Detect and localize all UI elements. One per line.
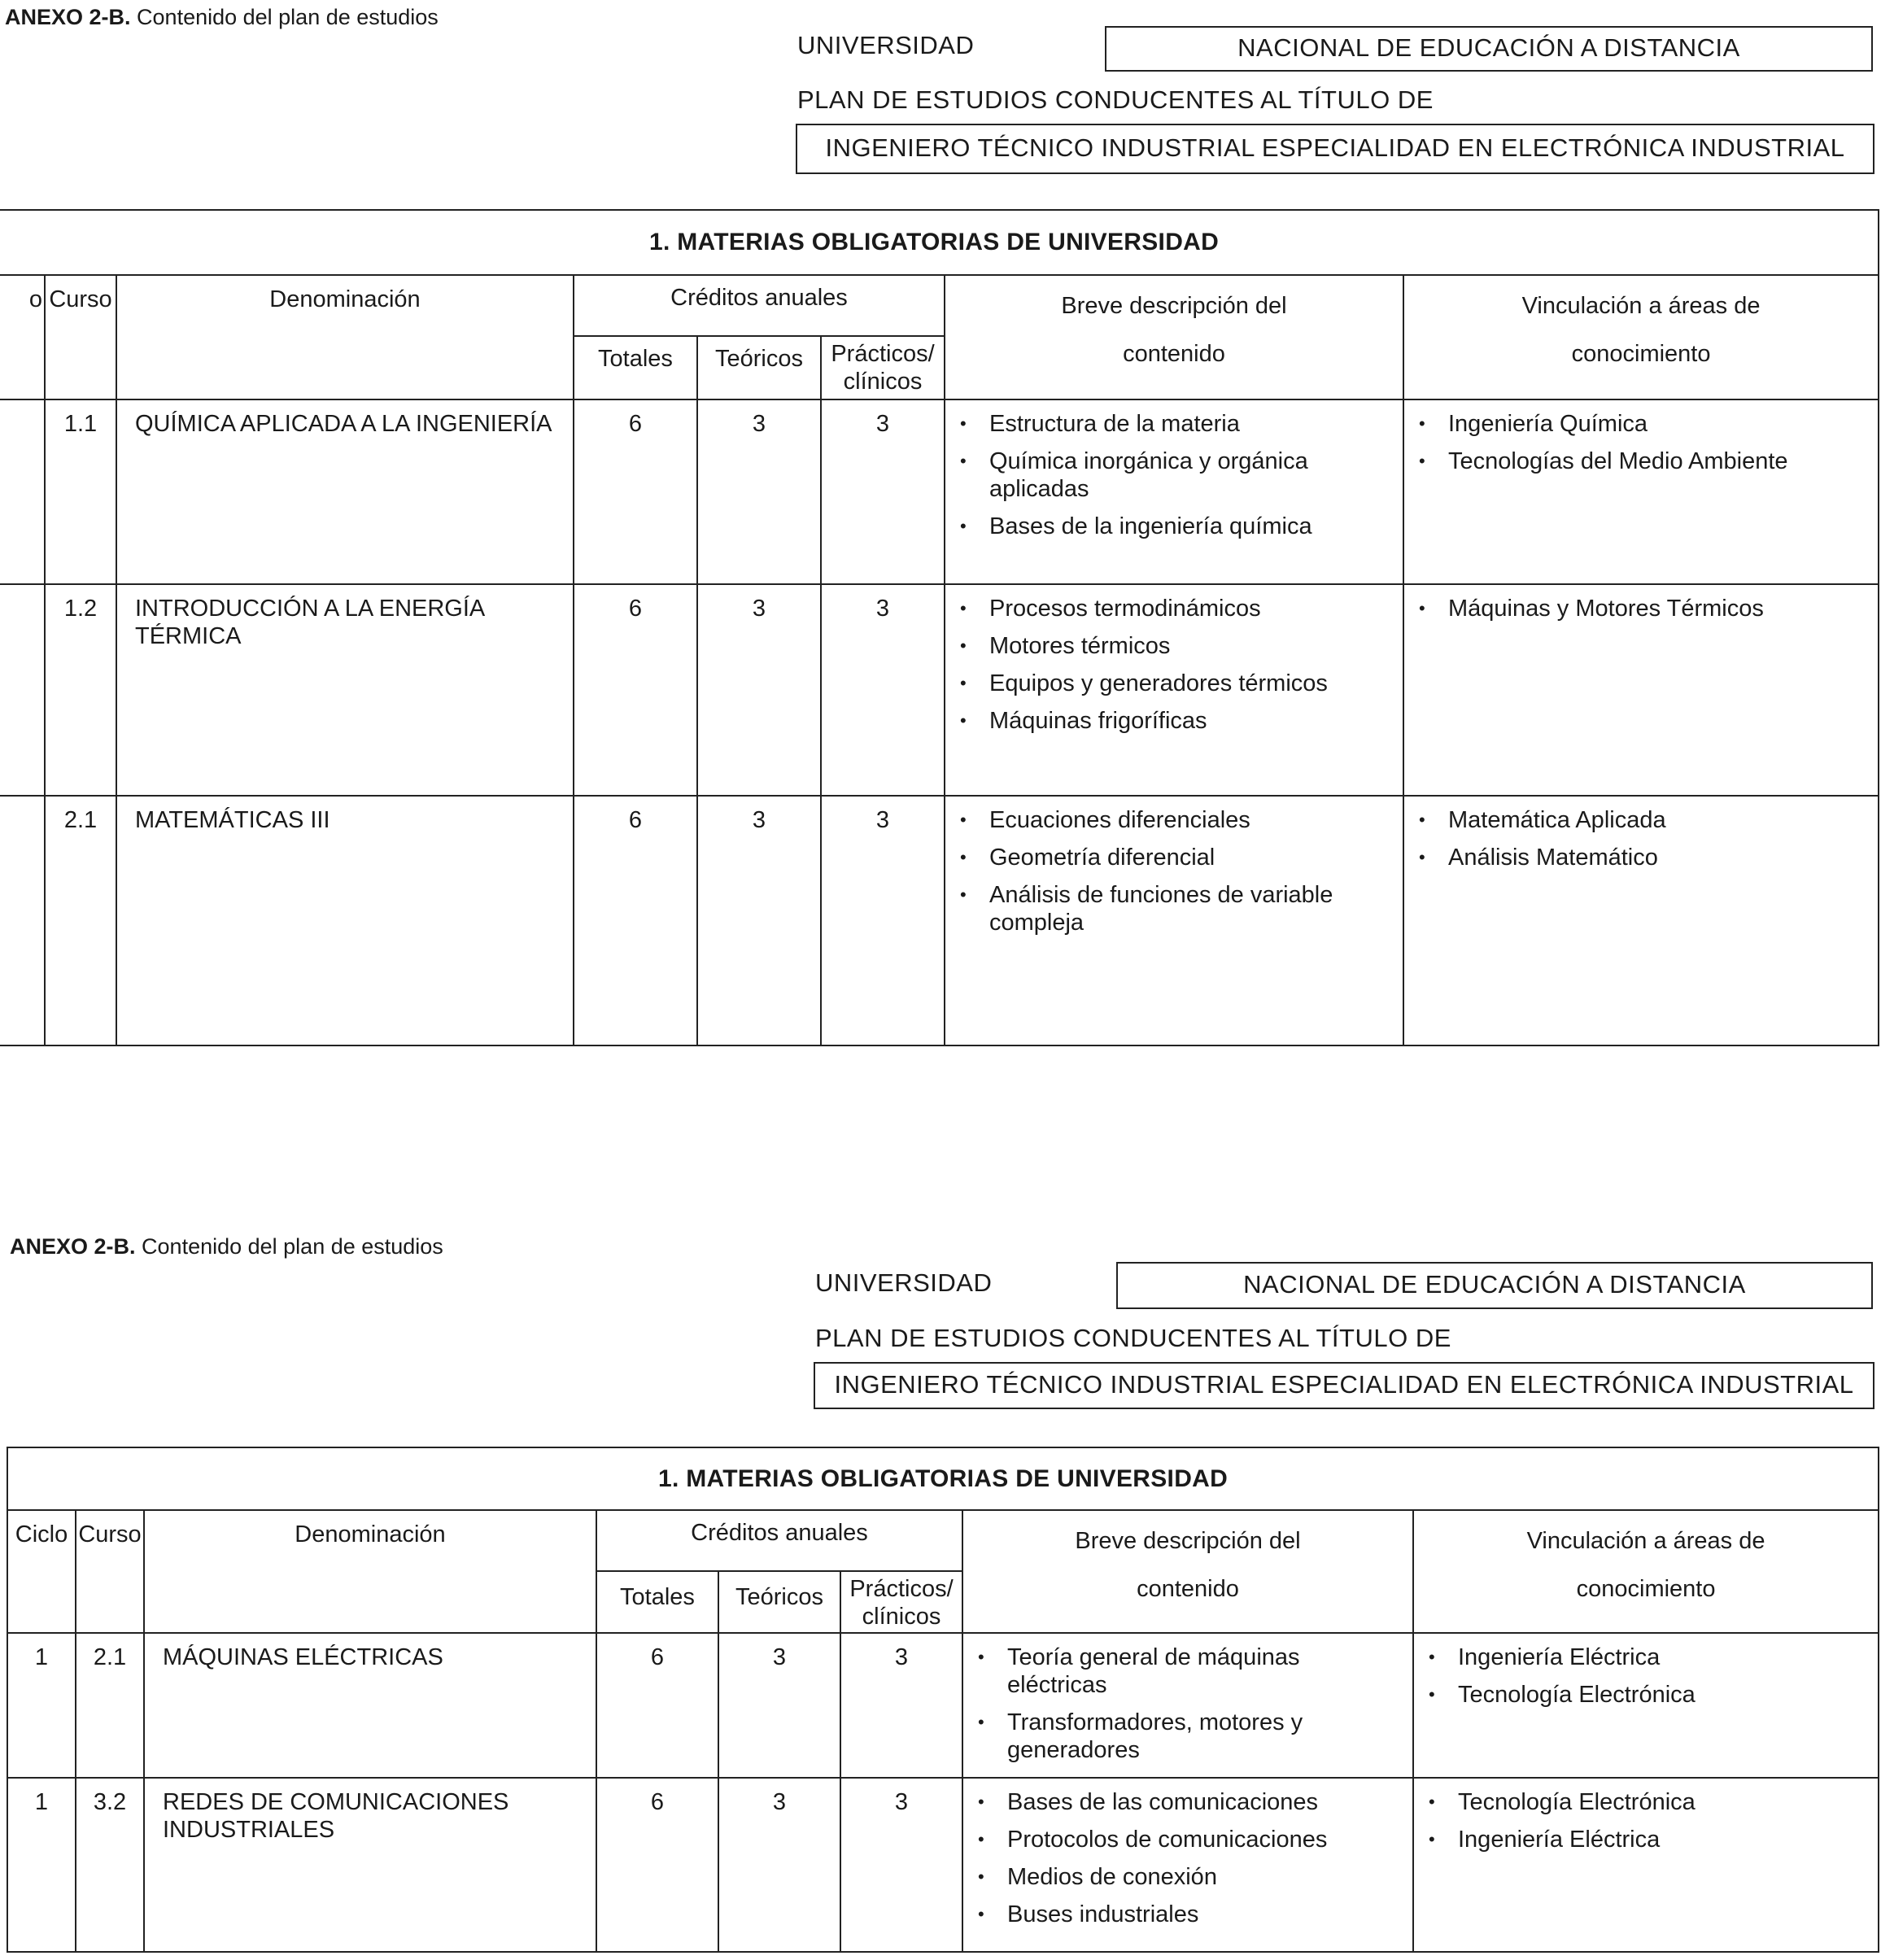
teoricos-cell: 3: [697, 399, 821, 584]
list-item: • Transformadores, motores y generadores: [1007, 1709, 1404, 1764]
titulo-value-box: INGENIERO TÉCNICO INDUSTRIAL ESPECIALIDAD EN ELECTRÓNICA INDUSTRIAL: [814, 1362, 1874, 1409]
universidad-label: UNIVERSIDAD: [815, 1268, 993, 1297]
list-item: • Máquinas y Motores Térmicos: [1448, 595, 1870, 622]
content-cell: [962, 1778, 1413, 1952]
teoricos-header: Teóricos: [718, 1571, 840, 1633]
subject-name: REDES DE COMUNICACIONES INDUSTRIALES: [144, 1778, 596, 1952]
curso-header: Curso: [45, 275, 116, 399]
list-item: • Geometría diferencial: [989, 844, 1394, 871]
list-item: • Bases de las comunicaciones: [1007, 1788, 1404, 1816]
list-item: • Motores térmicos: [989, 632, 1394, 660]
table-title: 1. MATERIAS OBLIGATORIAS DE UNIVERSIDAD: [0, 210, 1879, 275]
curso-cell: 2.1: [45, 796, 116, 1045]
practicos-cell: 3: [840, 1633, 962, 1778]
plan-label: PLAN DE ESTUDIOS CONDUCENTES AL TÍTULO DE: [797, 85, 1434, 114]
titulo-value-box: INGENIERO TÉCNICO INDUSTRIAL ESPECIALIDAD EN ELECTRÓNICA INDUSTRIAL: [796, 124, 1874, 174]
descripcion-header: Breve descripción del contenido: [962, 1510, 1413, 1633]
areas-cell: [1413, 1633, 1879, 1778]
table-row: [7, 1633, 1879, 1778]
list-item: • Tecnología Electrónica: [1458, 1788, 1870, 1816]
creditos-header: Créditos anuales: [574, 275, 945, 336]
totales-cell: 6: [596, 1633, 718, 1778]
ciclo-cell: 1: [7, 1633, 76, 1778]
ciclo-cell: [0, 584, 45, 796]
content-cell: [945, 796, 1403, 1045]
list-item: • Bases de la ingeniería química: [989, 513, 1394, 540]
totales-header: Totales: [574, 336, 697, 399]
plan-label: PLAN DE ESTUDIOS CONDUCENTES AL TÍTULO DE: [815, 1324, 1451, 1352]
curso-header: Curso: [76, 1510, 144, 1633]
content-cell: [945, 584, 1403, 796]
vinculacion-header: Vinculación a áreas de conocimiento: [1403, 275, 1879, 399]
curso-cell: 3.2: [76, 1778, 144, 1952]
denominacion-header: Denominación: [116, 275, 574, 399]
list-item: • Teoría general de máquinas eléctricas: [1007, 1644, 1404, 1699]
list-item: • Medios de conexión: [1007, 1863, 1404, 1891]
content-cell: [945, 399, 1403, 584]
subject-name: MATEMÁTICAS III: [116, 796, 574, 1045]
content-cell: [962, 1633, 1413, 1778]
ciclo-cell: [0, 399, 45, 584]
list-item: • Protocolos de comunicaciones: [1007, 1826, 1404, 1853]
subjects-table-2: [7, 1447, 1879, 1953]
denominacion-header: Denominación: [144, 1510, 596, 1633]
ciclo-header: o: [0, 275, 45, 399]
list-item: • Análisis de funciones de variable compleja: [989, 881, 1394, 936]
areas-cell: [1403, 584, 1879, 796]
subject-name: INTRODUCCIÓN A LA ENERGÍA TÉRMICA: [116, 584, 574, 796]
subjects-table-1: [0, 209, 1879, 1046]
list-item: • Ingeniería Eléctrica: [1458, 1826, 1870, 1853]
ciclo-cell: 1: [7, 1778, 76, 1952]
teoricos-cell: 3: [718, 1633, 840, 1778]
ciclo-header: Ciclo: [7, 1510, 76, 1633]
table-row: [0, 796, 1879, 1045]
practicos-header: Prácticos/ clínicos: [840, 1571, 962, 1633]
table-row: [0, 584, 1879, 796]
descripcion-header: Breve descripción del contenido: [945, 275, 1403, 399]
list-item: • Ingeniería Eléctrica: [1458, 1644, 1870, 1671]
totales-cell: 6: [574, 584, 697, 796]
list-item: • Buses industriales: [1007, 1901, 1404, 1928]
universidad-value-box: NACIONAL DE EDUCACIÓN A DISTANCIA: [1105, 26, 1873, 72]
list-item: • Tecnologías del Medio Ambiente: [1448, 447, 1870, 475]
plan-page-2: [0, 1233, 1881, 1958]
list-item: • Tecnología Electrónica: [1458, 1681, 1870, 1709]
table-row: [7, 1778, 1879, 1952]
practicos-cell: 3: [821, 399, 945, 584]
list-item: • Máquinas frigoríficas: [989, 707, 1394, 735]
curso-cell: 2.1: [76, 1633, 144, 1778]
subject-name: QUÍMICA APLICADA A LA INGENIERÍA: [116, 399, 574, 584]
list-item: • Ingeniería Química: [1448, 410, 1870, 438]
annex-title: ANEXO 2-B. Contenido del plan de estudios: [10, 1234, 443, 1259]
areas-cell: [1413, 1778, 1879, 1952]
totales-cell: 6: [574, 796, 697, 1045]
list-item: • Equipos y generadores térmicos: [989, 670, 1394, 697]
table-row: [0, 399, 1879, 584]
list-item: • Química inorgánica y orgánica aplicadas: [989, 447, 1394, 503]
teoricos-header: Teóricos: [697, 336, 821, 399]
vinculacion-header: Vinculación a áreas de conocimiento: [1413, 1510, 1879, 1633]
subject-name: MÁQUINAS ELÉCTRICAS: [144, 1633, 596, 1778]
curso-cell: 1.1: [45, 399, 116, 584]
universidad-value-box: NACIONAL DE EDUCACIÓN A DISTANCIA: [1116, 1262, 1873, 1309]
practicos-cell: 3: [821, 796, 945, 1045]
practicos-header: Prácticos/ clínicos: [821, 336, 945, 399]
practicos-cell: 3: [821, 584, 945, 796]
ciclo-cell: [0, 796, 45, 1045]
creditos-header: Créditos anuales: [596, 1510, 962, 1571]
practicos-cell: 3: [840, 1778, 962, 1952]
list-item: • Estructura de la materia: [989, 410, 1394, 438]
teoricos-cell: 3: [697, 584, 821, 796]
annex-title: ANEXO 2-B. Contenido del plan de estudios: [5, 5, 439, 29]
table-title: 1. MATERIAS OBLIGATORIAS DE UNIVERSIDAD: [7, 1447, 1879, 1510]
areas-cell: [1403, 796, 1879, 1045]
list-item: • Análisis Matemático: [1448, 844, 1870, 871]
universidad-label: UNIVERSIDAD: [797, 31, 975, 59]
list-item: • Procesos termodinámicos: [989, 595, 1394, 622]
areas-cell: [1403, 399, 1879, 584]
totales-cell: 6: [574, 399, 697, 584]
teoricos-cell: 3: [718, 1778, 840, 1952]
list-item: • Matemática Aplicada: [1448, 806, 1870, 834]
teoricos-cell: 3: [697, 796, 821, 1045]
curso-cell: 1.2: [45, 584, 116, 796]
list-item: • Ecuaciones diferenciales: [989, 806, 1394, 834]
totales-cell: 6: [596, 1778, 718, 1952]
totales-header: Totales: [596, 1571, 718, 1633]
